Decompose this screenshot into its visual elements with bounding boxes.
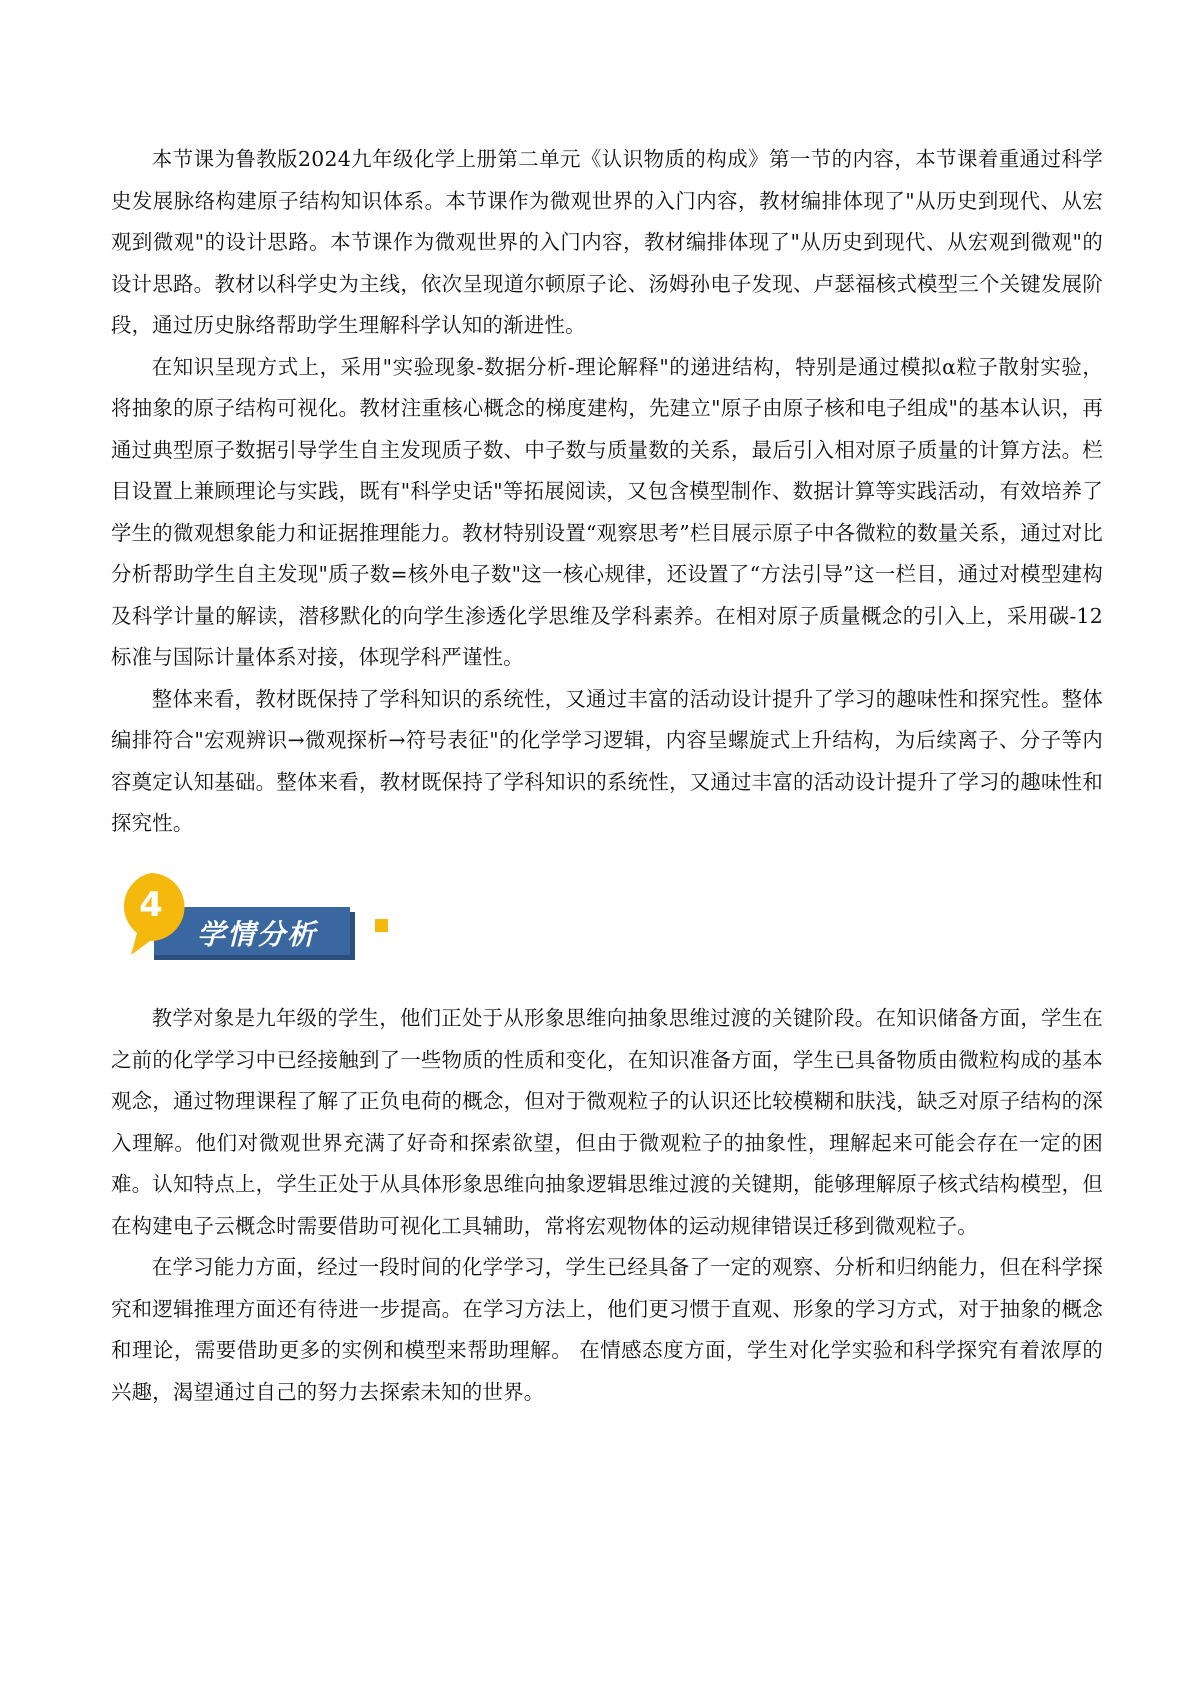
body-paragraph: 整体来看，教材既保持了学科知识的系统性，又通过丰富的活动设计提升了学习的趣味性和探究性。整体编排符合"宏观辨识→微观探析→符号表征"的化学学习逻辑，内容呈螺旋式上升结构，为后续离子、分子等内容奠定认知基础。整体来看，教材既保持了学科知识的系统性，又通过丰富的活动设计提升了学习的趣味性和探究性。 [111,686,1103,835]
section-heading [117,873,402,971]
textbook-analysis-section [111,139,1103,845]
student-analysis-section [111,998,1103,1413]
section-title: 学情分析 [197,918,318,951]
heading-accent-square [375,919,388,932]
body-paragraph: 教学对象是九年级的学生，他们正处于从形象思维向抽象思维过渡的关键阶段。在知识储备方面，学生在之前的化学学习中已经接触到了一些物质的性质和变化，在知识准备方面，学生已具备物质由微粒构成的基本观念，通过物理课程了解了正负电荷的概念，但对于微观粒子的认识还比较模糊和肤浅，缺乏对原子结构的深入理解。他们对微观世界充满了好奇和探索欲望，但由于微观粒子的抽象性，理解起来可能会存在一定的困难。认知特点上，学生正处于从具体形象思维向抽象逻辑思维过渡的关键期，能够理解原子核式结构模型，但在构建电子云概念时需要借助可视化工具辅助，常将宏观物体的运动规律错误迁移到微观粒子。 [111,1006,1103,1238]
section-number: 4 [139,885,163,925]
body-paragraph: 在学习能力方面，经过一段时间的化学学习，学生已经具备了一定的观察、分析和归纳能力，但在科学探究和逻辑推理方面还有待进一步提高。在学习方法上，他们更习惯于直观、形象的学习方式，对于抽象的概念和理论，需要借助更多的实例和模型来帮助理解。 在情感态度方面，学生对化学实验和科学探究有着浓厚的兴趣，渴望通过自己的努力去探索未知的世界。 [111,1255,1103,1404]
body-paragraph: 本节课为鲁教版2024九年级化学上册第二单元《认识物质的构成》第一节的内容，本节课着重通过科学史发展脉络构建原子结构知识体系。本节课作为微观世界的入门内容，教材编排体现了"从历史到现代、从宏观到微观"的设计思路。本节课作为微观世界的入门内容，教材编排体现了"从历史到现代、从宏观到微观"的设计思路。教材以科学史为主线，依次呈现道尔顿原子论、汤姆孙电子发现、卢瑟福核式模型三个关键发展阶段，通过历史脉络帮助学生理解科学认知的渐进性。 [111,147,1103,337]
body-paragraph: 在知识呈现方式上，采用"实验现象-数据分析-理论解释"的递进结构，特别是通过模拟α粒子散射实验，将抽象的原子结构可视化。教材注重核心概念的梯度建构，先建立"原子由原子核和电子组成"的基本认识，再通过典型原子数据引导学生自主发现质子数、中子数与质量数的关系，最后引入相对原子质量的计算方法。栏目设置上兼顾理论与实践，既有"科学史话"等拓展阅读，又包含模型制作、数据计算等实践活动，有效培养了学生的微观想象能力和证据推理能力。教材特别设置“观察思考”栏目展示原子中各微粒的数量关系，通过对比分析帮助学生自主发现"质子数=核外电子数"这一核心规律，还设置了“方法引导”这一栏目，通过对模型建构及科学计量的解读，潜移默化的向学生渗透化学思维及学科素养。在相对原子质量概念的引入上，采用碳-12标准与国际计量体系对接，体现学科严谨性。 [111,354,1103,669]
